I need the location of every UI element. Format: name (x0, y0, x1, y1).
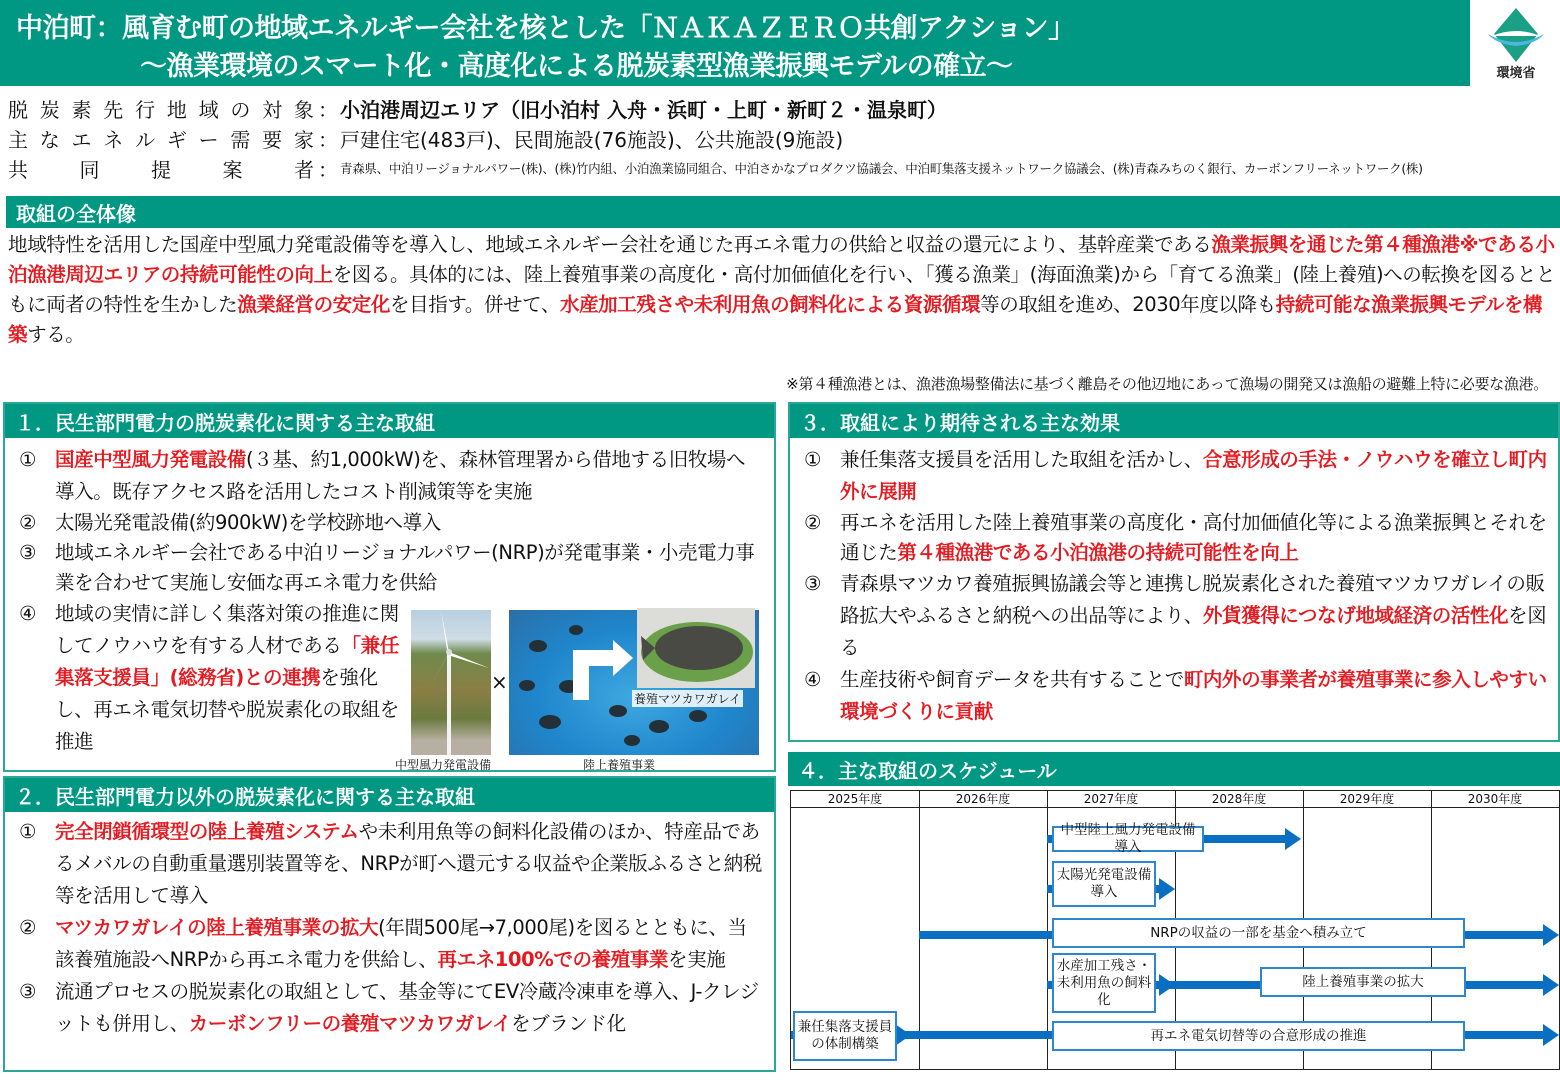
times-sign: × (491, 670, 508, 694)
list-item (19, 816, 764, 912)
body-text: を目指す。併せて、 (390, 293, 560, 316)
info-demand-row (8, 124, 843, 152)
info-proposers-value: 青森県、中泊リージョナルパワー(株)、(株)竹内組、小泊漁業協同組合、中泊さかなプロダクツ協議会、中泊町集落支援ネットワーク協議会、(株)青森みちのく銀行、カーボンフリーネットワーク(株) (340, 161, 1423, 176)
item-number: ① (19, 448, 37, 471)
item-text (840, 568, 1548, 664)
item-number: ② (19, 916, 37, 939)
item-text (55, 976, 764, 1040)
task-wind-turbine: 中型陸上風力発電設備導入 (1052, 826, 1204, 852)
task-support-staff: 兼任集落支援員の体制構築 (793, 1011, 897, 1061)
body-text: 地域特性を活用した国産中型風力発電設備等を導入し、地域エネルギー会社を通じた再エネ電力の供給と収益の還元により、基幹産業である (8, 233, 1212, 256)
section3-heading: ３．取組により期待される主な効果 (790, 404, 1558, 438)
year-header: 2026年度 (919, 791, 1047, 808)
label-char: 需 (230, 127, 251, 152)
label-char: ギ (166, 127, 187, 152)
section2-panel (3, 776, 776, 1072)
list-item (804, 444, 1548, 508)
body-text: を実施 (668, 948, 726, 971)
ministry-emblem-icon (1486, 6, 1546, 64)
list-item (804, 664, 1548, 728)
section1-heading: １．民生部門電力の脱炭素化に関する主な取組 (5, 404, 774, 438)
flounder-caption: 養殖マツカワガレイ (634, 692, 742, 706)
body-text: 青森県マツカワ養殖振興協議会等と連携し脱炭素化された養殖マツカワガレイの販路拡大やふるさと納税への出品等により、 (840, 572, 1545, 627)
body-text: (３基、約1,000kW)を、森林管理署から借地する旧牧場へ導入。既存アクセス路を活用したコスト削減策等を実施 (55, 448, 746, 503)
label-char: 対 (262, 97, 283, 122)
grid-line (1047, 791, 1048, 1069)
list-item (19, 976, 764, 1040)
item-number: ③ (804, 572, 822, 595)
arrow-head-icon (1159, 878, 1175, 900)
list-item (19, 598, 409, 758)
item-text (55, 912, 764, 976)
arrow-head-icon (1543, 1024, 1559, 1046)
body-text: をブランド化 (511, 1012, 626, 1035)
turn-arrow-icon (573, 640, 633, 700)
body-text: 兼任集落支援員を活用した取組を活かし、 (840, 448, 1203, 471)
label-char: ネ (103, 127, 124, 152)
list-item (19, 444, 764, 508)
colon: ： (318, 157, 338, 182)
overview-heading: 取組の全体像 (6, 196, 1560, 228)
body-text: 地域エネルギー会社である中泊リージョナルパワー(NRP)が発電事業・小売電力事業を合わせて実施し安価な再エネ電力を供給 (55, 541, 755, 594)
list-item (19, 912, 764, 976)
arrow-head-icon (895, 1024, 911, 1046)
item-number: ③ (19, 980, 37, 1003)
highlight-text: 持続可能な漁業振興モデルを構築 (8, 293, 1543, 346)
highlight-text: マツカワガレイの陸上養殖事業の拡大 (55, 916, 379, 939)
list-item (804, 508, 1548, 568)
info-proposers-label (8, 154, 318, 183)
wind-turbine-photo (411, 610, 491, 755)
label-char: の (230, 97, 251, 122)
arrow-head-icon (1543, 924, 1559, 946)
label-char: 地 (166, 97, 187, 122)
info-proposers-row (8, 154, 1423, 182)
highlight-text: 再エネ100%での養殖事業 (437, 948, 669, 971)
highlight-text: 国産中型風力発電設備 (55, 448, 247, 471)
section2-heading: ２．民生部門電力以外の脱炭素化に関する主な取組 (5, 778, 774, 812)
list-item (19, 508, 764, 538)
section3-panel (788, 402, 1560, 742)
section4-heading: ４．主な取組のスケジュール (788, 752, 1560, 786)
label-char: 要 (262, 127, 283, 152)
label-char: 提 (151, 157, 171, 182)
task-feed-conversion: 水産加工残さ・未利用魚の飼料化 (1052, 953, 1156, 1013)
year-header: 2027年度 (1047, 791, 1175, 808)
colon: ： (318, 97, 338, 122)
body-text: (年間500尾→7,000尾)を図るとともに、当該養殖施設へNRPから再エネ電力を供給し、 (55, 916, 747, 971)
label-char: 家 (293, 127, 314, 152)
item-number: ② (804, 511, 822, 534)
highlight-text: 合意形成の手法・ノウハウを確立し町内外に展開 (840, 448, 1547, 503)
body-text: する。 (27, 323, 85, 346)
item-text (840, 664, 1548, 728)
item-text (55, 598, 409, 758)
body-text: を図る。具体的には、陸上養殖事業の高度化・高付加価値化を行い、「獲る漁業」(海面漁業)から「育てる漁業」(陸上養殖)への転換を図るとともに両者の特性を生かした (8, 263, 1556, 316)
task-consensus: 再エネ電気切替等の合意形成の推進 (1052, 1021, 1465, 1051)
label-char: 先 (103, 97, 124, 122)
flounder-photo (637, 608, 755, 688)
section3-list (790, 438, 1558, 728)
overview-footnote: ※第４種漁港とは、漁港漁場整備法に基づく離島その他辺地にあって漁場の開発又は漁船の避難上特に必要な漁港。 (786, 375, 1548, 393)
label-char: 行 (135, 97, 156, 122)
arrow-head-icon (1285, 828, 1301, 850)
info-target-label (8, 94, 318, 123)
highlight-text: 漁業振興を通じた第４種漁港※である小泊漁港周辺エリアの持続可能性の向上 (8, 233, 1555, 286)
flounder-icon (637, 608, 755, 688)
body-text: 地域の実情に詳しく集落対策の推進に関してノウハウを有する人材である (55, 602, 399, 657)
body-text: 再エネを活用した陸上養殖事業の高度化・高付加価値化等による漁業振興とそれを通じた (840, 511, 1547, 564)
arrow-head-icon (1159, 974, 1175, 996)
task-nrp-fund: NRPの収益の一部を基金へ積み立て (1052, 918, 1465, 948)
highlight-text: 漁業経営の安定化 (237, 293, 391, 316)
label-char: エ (71, 127, 92, 152)
arrow-head-icon (1543, 974, 1559, 996)
tank-caption: 陸上養殖事業 (583, 758, 656, 772)
body-text: を図る (840, 604, 1547, 659)
item-text (55, 444, 764, 508)
section1-panel (3, 402, 776, 772)
label-char: 同 (79, 157, 100, 182)
highlight-text: 水産加工残さや未利用魚の飼料化による資源循環 (559, 293, 981, 316)
item-number: ① (804, 448, 822, 471)
highlight-text: カーボンフリーの養殖マツカワガレイ (188, 1012, 512, 1035)
highlight-text: 「兼任集落支援員」(総務省)との連携 (55, 634, 399, 689)
wind-turbine-icon (411, 610, 491, 755)
item-text (840, 508, 1548, 568)
label-char: 共 (8, 157, 28, 182)
label-char: 主 (8, 127, 28, 152)
label-char: ル (135, 127, 156, 152)
body-text: を強化し、再エネ電気切替や脱炭素化の取組を推進 (55, 666, 399, 753)
label-char: ー (198, 127, 219, 152)
body-text: 生産技術や飼育データを共有することで (840, 668, 1184, 691)
list-item (804, 568, 1548, 664)
body-text: 太陽光発電設備(約900kW)を学校跡地へ導入 (55, 511, 441, 534)
item-number: ④ (804, 668, 822, 691)
highlight-text: 第４種漁港である小泊漁港の持続可能性を向上 (897, 541, 1299, 564)
grid-line (919, 791, 920, 1069)
year-header: 2025年度 (791, 791, 919, 808)
info-demand-value: 戸建住宅(483戸)、民間施設(76施設)、公共施設(9施設) (340, 127, 844, 152)
item-text (55, 816, 764, 912)
ministry-logo (1475, 2, 1557, 86)
info-target-row (8, 94, 947, 122)
item-text (55, 508, 764, 538)
highlight-text: 外貨獲得につなげ地域経済の活性化 (1202, 604, 1509, 627)
task-solar: 太陽光発電設備導入 (1052, 861, 1156, 907)
item-number: ③ (19, 541, 37, 564)
label-char: 者 (294, 157, 314, 182)
title-banner (0, 0, 1470, 86)
item-number: ② (19, 511, 37, 534)
section2-list (5, 812, 774, 1040)
section4-panel (788, 752, 1560, 1072)
year-header: 2028年度 (1175, 791, 1303, 808)
label-char: 象 (293, 97, 314, 122)
label-char: 炭 (39, 97, 60, 122)
info-demand-label (8, 124, 318, 153)
list-item (19, 538, 764, 598)
ministry-name: 環境省 (1496, 66, 1536, 81)
overview-text (8, 230, 1560, 350)
schedule-chart (790, 790, 1560, 1070)
highlight-text: 町内外の事業者が養殖事業に参入しやすい環境づくりに貢献 (840, 668, 1547, 723)
task-aquaculture-expansion: 陸上養殖事業の拡大 (1260, 967, 1466, 997)
section1-images (395, 610, 765, 772)
item-number: ① (19, 820, 37, 843)
year-header: 2029年度 (1303, 791, 1431, 808)
wind-caption: 中型風力発電設備 (395, 758, 492, 772)
label-char: 脱 (8, 97, 28, 122)
body-text: や未利用魚等の飼料化設備のほか、特産品であるメバルの自動重量選別装置等を、NRPが町へ還元する収益や企業版ふるさと納税等を活用して導入 (55, 820, 763, 907)
info-target-value: 小泊港周辺エリア（旧小泊村 入舟・浜町・上町・新町２・温泉町） (340, 97, 947, 122)
label-char: 域 (198, 97, 219, 122)
label-char: な (39, 127, 60, 152)
item-text (840, 444, 1548, 508)
year-header: 2030年度 (1431, 791, 1559, 808)
colon: ： (318, 127, 338, 152)
page-subtitle: ～漁業環境のスマート化・高度化による脱炭素型漁業振興モデルの確立～ (140, 51, 1013, 82)
label-char: 素 (71, 97, 92, 122)
item-text (55, 538, 764, 598)
body-text: 等の取組を進め、2030年度以降も (980, 293, 1276, 316)
page-title: 中泊町：風育む町の地域エネルギー会社を核とした「ＮＡＫＡＺＥＲＯ共創アクション」 (16, 13, 1075, 44)
highlight-text: 完全閉鎖循環型の陸上養殖システム (55, 820, 359, 843)
label-char: 案 (222, 157, 243, 182)
body-text: 流通プロセスの脱炭素化の取組として、基金等にてEV冷蔵冷凍車を導入、J-クレジットも併用し、 (55, 980, 759, 1035)
item-number: ④ (19, 602, 37, 625)
